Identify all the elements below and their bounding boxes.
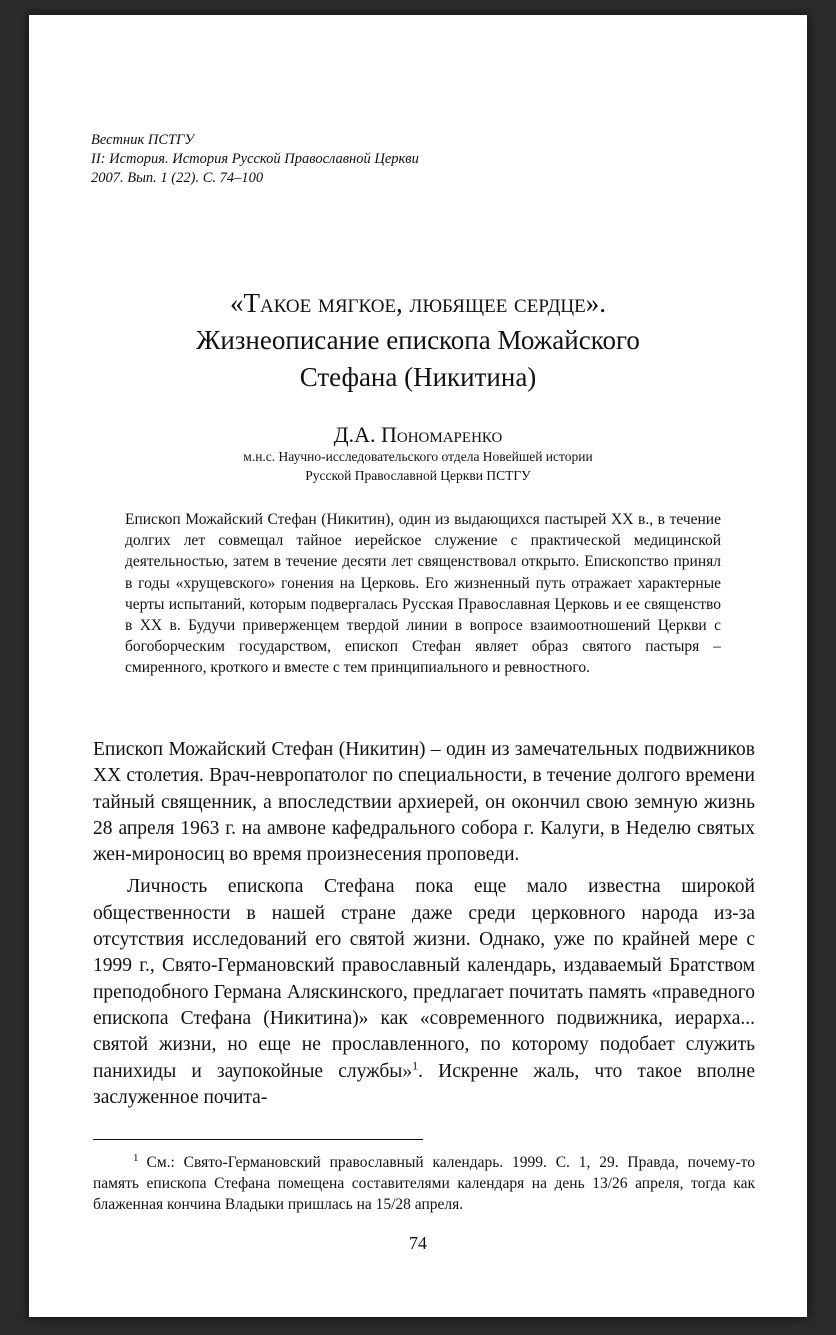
footnote-divider <box>93 1139 423 1140</box>
article-body <box>93 737 755 1111</box>
paragraph-2-continuation: . Искренне жаль, что такое вполне заслуженное почита- <box>93 1060 756 1108</box>
footnote-reference[interactable]: 1 <box>412 1058 419 1073</box>
affiliation-line-2: Русской Православной Церкви ПСТГУ <box>305 468 531 483</box>
footnote-number: 1 <box>133 1151 139 1164</box>
author-affiliation <box>29 447 807 485</box>
paragraph-2-text: Личность епископа Стефана пока еще мало известна широкой общественности в нашей стране даже среди церковного народа из-за отсутствия исследований его святой жизни. Однако, уже по крайней мере с 1999 г., Свято-Германовский православный календарь, издаваемый Братством преподобного Германа Аляскинского, предлагает почитать память «праведного епископа Стефана (Никитина)» как «современного подвижника, иерарха... святой жизни, но еще не прославленного, по которому подобает служить панихиды и заупокойные службы» <box>93 876 755 1082</box>
body-paragraph-1: Епископ Можайский Стефан (Никитин) – один из замечательных подвижников XX столетия. Врач-невропатолог по специальности, в течение долгого времени тайный священник, а впоследствии архиерей, он окончил свою земную жизнь 28 апреля 1963 г. на амвоне кафедрального собора г. Калуги, в Неделю святых жен-мироносиц во время произнесения проповеди. <box>93 739 755 866</box>
journal-header <box>91 131 419 188</box>
affiliation-line-1: м.н.с. Научно-исследовательского отдела Новейшей истории <box>243 449 593 464</box>
title-line-1: «Такое мягкое, любящее сердце». <box>229 288 607 318</box>
page-number: 74 <box>409 1233 427 1253</box>
journal-name: Вестник ПСТГУ <box>91 132 195 148</box>
body-paragraph-2 <box>93 874 755 1111</box>
author-name: Д.А. Пономаренко <box>333 422 503 447</box>
document-page <box>29 15 807 1317</box>
footnote-text: См.: Свято-Германовский православный календарь. 1999. С. 1, 29. Правда, почему-то память епископа Стефана помещена составителями календаря на день 13/26 апреля, тогда как блаженная кончина Владыки пришлась на 15/28 апреля. <box>93 1154 755 1213</box>
journal-series: II: История. История Русской Православной Церкви <box>91 151 419 167</box>
title-line-3: Стефана (Никитина) <box>299 362 537 392</box>
abstract: Епископ Можайский Стефан (Никитин), один из выдающихся пастырей XX в., в течение долгих лет совмещал тайное иерейское служение с практической медицинской деятельностью, затем в течение десяти лет священствовал открыто. Епископство принял в годы «хрущевского» гонения на Церковь. Его жизненный путь отражает характерные черты испытаний, которым подвергалась Русская Православная Церковь и ее священство в XX в. Будучи приверженцем твердой линии в вопросе взаимоотношений Церкви с богоборческим государством, епископ Стефан являет образ святого пастыря – смиренного, кроткого и вместе с тем принципиального и ревностного. <box>125 511 721 677</box>
title-line-2: Жизнеописание епископа Можайского <box>196 325 640 355</box>
article-title <box>29 285 807 396</box>
journal-issue: 2007. Вып. 1 (22). С. 74–100 <box>91 170 264 186</box>
footnote <box>93 1152 755 1215</box>
